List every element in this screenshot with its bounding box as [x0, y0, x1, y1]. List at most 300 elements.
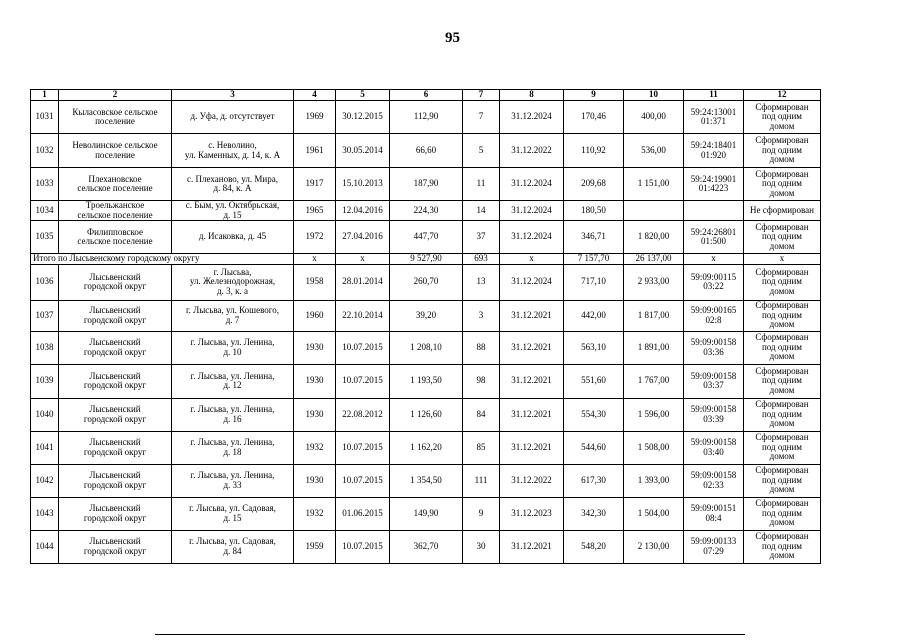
- cell-number-text: 1044: [35, 540, 54, 551]
- cell-area-text: 260,70: [413, 276, 439, 287]
- cell-cadastre: [684, 201, 744, 221]
- cell-area-text: 39,20: [415, 309, 437, 320]
- cell-number-text: 1035: [35, 231, 54, 242]
- cell-municipality-text: Филипповское сельское поселение: [77, 226, 153, 246]
- cell-municipality: [59, 431, 172, 464]
- cell-municipality-text: Лысьвенский городской округ: [83, 536, 147, 556]
- cell-residents: [463, 134, 500, 168]
- cell-cadastre: [684, 364, 744, 398]
- total-cell: [744, 254, 821, 265]
- cell-area: [390, 331, 463, 364]
- cell-number-text: 1038: [35, 341, 54, 352]
- cell-deadline-text: 31.12.2024: [511, 276, 552, 287]
- header-row: [31, 90, 821, 101]
- cell-cadastre: [684, 221, 744, 254]
- cell-number: [31, 201, 59, 221]
- cell-area-resettled-text: 563,10: [581, 341, 606, 352]
- cell-number-text: 1036: [35, 276, 54, 287]
- cell-area-resettled: [564, 300, 624, 331]
- total-cell-text: x: [711, 253, 716, 263]
- cell-address: [172, 497, 294, 530]
- cell-residents: [463, 168, 500, 201]
- cell-deadline-text: 31.12.2021: [511, 341, 552, 352]
- cell-deadline: [500, 221, 564, 254]
- cell-year-text: 1965: [305, 204, 324, 215]
- cell-date-recognized-text: 01.06.2015: [342, 507, 383, 518]
- cell-cost: [624, 300, 684, 331]
- cell-year-text: 1959: [305, 540, 324, 551]
- cell-deadline: [500, 364, 564, 398]
- cell-area: [390, 168, 463, 201]
- cell-address-text: г. Лысьва, ул. Ленина, д. 16: [190, 404, 275, 424]
- column-header: [564, 90, 624, 101]
- cell-municipality: [59, 221, 172, 254]
- total-cell-text: 9 527,90: [410, 253, 442, 263]
- cell-number: [31, 364, 59, 398]
- cell-date-recognized: [336, 331, 390, 364]
- cell-address: [172, 221, 294, 254]
- cell-year-text: 1932: [305, 507, 324, 518]
- cell-address: [172, 101, 294, 134]
- cell-area-text: 362,70: [413, 540, 439, 551]
- cell-number-text: 1041: [35, 441, 54, 452]
- cell-municipality: [59, 331, 172, 364]
- cell-residents-text: 88: [476, 341, 486, 352]
- column-header: [390, 90, 463, 101]
- cell-number: [31, 221, 59, 254]
- cell-address: [172, 134, 294, 168]
- cell-cost-text: 1 767,00: [637, 375, 670, 386]
- bottom-rule: [155, 634, 745, 635]
- total-cell-text: x: [529, 253, 534, 263]
- cell-year-text: 1930: [305, 408, 324, 419]
- cell-cadastre-text: 59:09:00115 03:22: [690, 271, 737, 291]
- total-cell-text: x: [312, 253, 317, 263]
- cell-deadline-text: 31.12.2022: [511, 474, 552, 485]
- column-header-text: 12: [777, 89, 787, 100]
- cell-number-text: 1039: [35, 375, 54, 386]
- cell-municipality: [59, 398, 172, 431]
- cell-number-text: 1034: [35, 204, 54, 215]
- cell-area-text: 149,90: [413, 507, 439, 518]
- cell-deadline: [500, 497, 564, 530]
- cell-cost: [624, 168, 684, 201]
- cell-area: [390, 530, 463, 563]
- cell-status-text: Сформирован под одним домом: [755, 332, 809, 362]
- column-header-text: 6: [423, 89, 429, 100]
- cell-cost-text: 1 508,00: [637, 441, 670, 452]
- cell-cost-text: 1 504,00: [637, 507, 670, 518]
- cell-area-resettled-text: 551,60: [581, 375, 606, 386]
- cell-residents-text: 85: [476, 441, 486, 452]
- cell-area-resettled: [564, 530, 624, 563]
- cell-area-resettled-text: 617,30: [581, 474, 606, 485]
- total-cell: [390, 254, 463, 265]
- column-header-text: 11: [709, 89, 718, 100]
- cell-date-recognized-text: 22.08.2012: [342, 408, 383, 419]
- cell-address: [172, 168, 294, 201]
- cell-address: [172, 264, 294, 300]
- cell-status: [744, 331, 821, 364]
- cell-number: [31, 300, 59, 331]
- cell-cadastre: [684, 530, 744, 563]
- cell-status: [744, 398, 821, 431]
- cell-date-recognized-text: 30.05.2014: [342, 144, 383, 155]
- cell-municipality: [59, 134, 172, 168]
- cell-area-resettled: [564, 398, 624, 431]
- cell-municipality-text: Лысьвенский городской округ: [83, 503, 147, 523]
- cell-cost-text: 1 393,00: [637, 474, 670, 485]
- column-header-text: 2: [112, 89, 118, 100]
- cell-status: [744, 364, 821, 398]
- cell-cost: [624, 264, 684, 300]
- cell-address-text: г. Лысьва, ул. Садовая, д. 84: [189, 536, 276, 556]
- cell-municipality: [59, 201, 172, 221]
- table-row: [31, 497, 821, 530]
- cell-municipality: [59, 168, 172, 201]
- table-row: [31, 530, 821, 563]
- cell-area: [390, 264, 463, 300]
- cell-number: [31, 331, 59, 364]
- cell-year-text: 1961: [305, 144, 324, 155]
- cell-address-text: г. Лысьва, ул. Ленина, д. 10: [190, 337, 275, 357]
- cell-status-text: Сформирован под одним домом: [755, 399, 809, 429]
- cell-number: [31, 530, 59, 563]
- cell-cadastre-text: 59:09:00151 08:4: [690, 503, 737, 523]
- cell-address: [172, 431, 294, 464]
- cell-cadastre-text: 59:09:00158 03:39: [690, 404, 737, 424]
- cell-deadline: [500, 530, 564, 563]
- cell-area-resettled-text: 110,92: [581, 144, 606, 155]
- cell-status: [744, 264, 821, 300]
- cell-year: [294, 134, 336, 168]
- cell-status: [744, 101, 821, 134]
- cell-deadline: [500, 300, 564, 331]
- cell-status: [744, 497, 821, 530]
- cell-address-text: г. Лысьва, ул. Кошевого, д. 7: [185, 305, 280, 325]
- cell-cadastre: [684, 464, 744, 497]
- cell-number-text: 1042: [35, 474, 54, 485]
- cell-cadastre: [684, 331, 744, 364]
- cell-municipality: [59, 364, 172, 398]
- cell-area-resettled-text: 346,71: [581, 231, 606, 242]
- cell-year: [294, 221, 336, 254]
- cell-residents-text: 5: [478, 144, 484, 155]
- cell-status-text: Сформирован под одним домом: [755, 465, 809, 495]
- cell-year-text: 1930: [305, 474, 324, 485]
- cell-municipality: [59, 530, 172, 563]
- cell-year-text: 1958: [305, 276, 324, 287]
- cell-municipality-text: Лысьвенский городской округ: [83, 470, 147, 490]
- cell-number: [31, 464, 59, 497]
- cell-deadline-text: 31.12.2023: [511, 507, 552, 518]
- cell-deadline-text: 31.12.2024: [511, 231, 552, 242]
- cell-deadline: [500, 464, 564, 497]
- cell-date-recognized-text: 27.04.2016: [342, 231, 383, 242]
- cell-cadastre: [684, 264, 744, 300]
- cell-deadline-text: 31.12.2021: [511, 375, 552, 386]
- cell-cadastre-text: 59:09:00158 03:40: [690, 437, 737, 457]
- cell-year-text: 1960: [305, 309, 324, 320]
- cell-cadastre: [684, 497, 744, 530]
- cell-address: [172, 364, 294, 398]
- cell-year: [294, 364, 336, 398]
- column-header: [684, 90, 744, 101]
- column-header: [31, 90, 59, 101]
- total-cell-text: 7 157,70: [577, 253, 610, 263]
- cell-area-resettled-text: 544,60: [581, 441, 606, 452]
- cell-year-text: 1917: [305, 178, 324, 189]
- cell-date-recognized: [336, 497, 390, 530]
- cell-year: [294, 101, 336, 134]
- cell-residents-text: 9: [478, 507, 484, 518]
- cell-cost: [624, 331, 684, 364]
- cell-address: [172, 464, 294, 497]
- column-header-text: 7: [478, 89, 484, 100]
- cell-date-recognized: [336, 134, 390, 168]
- cell-area-resettled: [564, 431, 624, 464]
- cell-area-resettled-text: 180,50: [581, 204, 606, 215]
- cell-residents: [463, 497, 500, 530]
- cell-area-text: 1 126,60: [410, 408, 442, 419]
- cell-cadastre-text: 59:09:00158 03:36: [690, 337, 737, 357]
- table-row: [31, 398, 821, 431]
- cell-residents-text: 84: [476, 408, 486, 419]
- cell-address-text: с. Бым, ул. Октябрьская, д. 15: [185, 200, 280, 220]
- cell-municipality: [59, 264, 172, 300]
- cell-status: [744, 221, 821, 254]
- cell-date-recognized-text: 30.12.2015: [342, 111, 383, 122]
- cell-residents: [463, 264, 500, 300]
- column-header: [59, 90, 172, 101]
- cell-address-text: д. Уфа, д. отсутствует: [190, 111, 275, 122]
- cell-cost-text: 2 130,00: [637, 540, 670, 551]
- cell-date-recognized-text: 10.07.2015: [342, 474, 383, 485]
- cell-residents-text: 37: [476, 231, 486, 242]
- cell-cadastre-text: 59:24:18401 01:920: [690, 140, 737, 160]
- cell-status-text: Сформирован под одним домом: [755, 531, 809, 561]
- cell-date-recognized: [336, 364, 390, 398]
- cell-area-text: 187,90: [413, 178, 439, 189]
- column-header-text: 9: [591, 89, 596, 100]
- cell-cost-text: 1 820,00: [637, 231, 670, 242]
- cell-address-text: д. Исаковка, д. 45: [198, 231, 267, 242]
- column-header: [500, 90, 564, 101]
- cell-cost: [624, 464, 684, 497]
- cell-date-recognized: [336, 300, 390, 331]
- total-cell-text: 26 137,00: [635, 253, 672, 263]
- cell-cost: [624, 431, 684, 464]
- cell-deadline: [500, 201, 564, 221]
- total-cell-text: x: [360, 253, 365, 263]
- cell-date-recognized-text: 12.04.2016: [342, 204, 383, 215]
- total-cell: [463, 254, 500, 265]
- cell-area-text: 1 208,10: [410, 341, 442, 352]
- total-cell: [624, 254, 684, 265]
- cell-area-resettled: [564, 497, 624, 530]
- cell-number: [31, 101, 59, 134]
- cell-municipality-text: Неволинское сельское поселение: [72, 140, 158, 160]
- cell-number-text: 1037: [35, 309, 54, 320]
- cell-number: [31, 264, 59, 300]
- cell-address-text: г. Лысьва, ул. Ленина, д. 33: [190, 470, 275, 490]
- cell-residents-text: 13: [476, 276, 486, 287]
- cell-deadline-text: 31.12.2024: [511, 204, 552, 215]
- cell-address: [172, 530, 294, 563]
- cell-area-resettled: [564, 331, 624, 364]
- cell-year: [294, 398, 336, 431]
- cell-cadastre: [684, 398, 744, 431]
- table-row: [31, 464, 821, 497]
- cell-municipality-text: Лысьвенский городской округ: [83, 404, 147, 424]
- cell-deadline-text: 31.12.2022: [511, 144, 552, 155]
- cell-area-text: 1 162,20: [410, 441, 442, 452]
- cell-residents-text: 14: [476, 204, 486, 215]
- column-header-text: 5: [360, 89, 365, 100]
- cell-year: [294, 201, 336, 221]
- cell-area-resettled: [564, 201, 624, 221]
- cell-cost: [624, 201, 684, 221]
- cell-residents: [463, 431, 500, 464]
- cell-date-recognized: [336, 221, 390, 254]
- cell-residents: [463, 101, 500, 134]
- total-cell: [294, 254, 336, 265]
- cell-status: [744, 431, 821, 464]
- cell-municipality-text: Лысьвенский городской округ: [83, 271, 147, 291]
- cell-municipality: [59, 300, 172, 331]
- cell-deadline-text: 31.12.2021: [511, 309, 552, 320]
- table-row: [31, 264, 821, 300]
- cell-cost: [624, 364, 684, 398]
- cell-address-text: с. Плеханово, ул. Мира, д. 84, к. А: [187, 173, 278, 193]
- cell-year-text: 1972: [305, 231, 324, 242]
- cell-municipality-text: Троельжанское сельское поселение: [77, 200, 153, 220]
- cell-deadline: [500, 331, 564, 364]
- cell-cadastre: [684, 300, 744, 331]
- cell-area-text: 1 354,50: [410, 474, 442, 485]
- cell-residents: [463, 398, 500, 431]
- cell-area-text: 1 193,50: [410, 375, 442, 386]
- column-header: [744, 90, 821, 101]
- cell-area: [390, 497, 463, 530]
- cell-address-text: г. Лысьва, ул. Садовая, д. 15: [189, 503, 276, 523]
- cell-residents: [463, 300, 500, 331]
- cell-date-recognized-text: 28.01.2014: [342, 276, 383, 287]
- column-header-text: 10: [649, 89, 658, 100]
- cell-address: [172, 331, 294, 364]
- cell-residents: [463, 464, 500, 497]
- cell-date-recognized-text: 10.07.2015: [342, 540, 383, 551]
- cell-municipality: [59, 464, 172, 497]
- cell-cost: [624, 530, 684, 563]
- cell-area-resettled-text: 717,10: [581, 276, 606, 287]
- cell-area-resettled: [564, 364, 624, 398]
- cell-cost: [624, 398, 684, 431]
- cell-deadline: [500, 101, 564, 134]
- cell-status-text: Сформирован под одним домом: [755, 221, 809, 251]
- cell-cadastre-text: 59:24:26801 01:500: [690, 226, 737, 246]
- cell-residents: [463, 530, 500, 563]
- cell-municipality-text: Кыласовское сельское поселение: [72, 106, 158, 126]
- cell-area-resettled: [564, 464, 624, 497]
- cell-deadline-text: 31.12.2024: [511, 111, 552, 122]
- cell-area-text: 447,70: [413, 231, 439, 242]
- cell-municipality-text: Лысьвенский городской округ: [83, 370, 147, 390]
- cell-year: [294, 530, 336, 563]
- column-header: [624, 90, 684, 101]
- cell-area-resettled-text: 170,46: [581, 111, 606, 122]
- cell-area: [390, 431, 463, 464]
- cell-area-text: 224,30: [413, 204, 439, 215]
- cell-address: [172, 300, 294, 331]
- cell-address: [172, 201, 294, 221]
- cell-area-resettled: [564, 221, 624, 254]
- cell-status-text: Сформирован под одним домом: [755, 300, 809, 330]
- cell-municipality-text: Плехановское сельское поселение: [77, 173, 153, 193]
- total-cell: [564, 254, 624, 265]
- cell-area-resettled: [564, 134, 624, 168]
- cell-status-text: Сформирован под одним домом: [755, 168, 809, 198]
- cell-area-resettled: [564, 101, 624, 134]
- cell-year-text: 1932: [305, 441, 324, 452]
- cell-area-resettled-text: 554,30: [581, 408, 606, 419]
- cell-cadastre: [684, 168, 744, 201]
- table-row: [31, 101, 821, 134]
- column-header-text: 1: [42, 89, 47, 100]
- table-row: [31, 168, 821, 201]
- cell-status: [744, 300, 821, 331]
- cell-year: [294, 168, 336, 201]
- cell-cadastre-text: 59:09:00133 07:29: [690, 536, 737, 556]
- cell-cadastre-text: 59:09:00158 02:33: [690, 470, 737, 490]
- cell-year: [294, 431, 336, 464]
- cell-cost-text: 1 817,00: [637, 309, 670, 320]
- cell-address: [172, 398, 294, 431]
- total-label-text: Итого по Лысьвенскому городскому округу: [33, 253, 200, 263]
- cell-date-recognized: [336, 398, 390, 431]
- cell-status-text: Сформирован под одним домом: [755, 432, 809, 462]
- cell-number-text: 1031: [35, 111, 54, 122]
- total-cell-text: 693: [474, 253, 488, 263]
- cell-area-resettled-text: 209,68: [581, 178, 606, 189]
- cell-cost-text: 2 933,00: [637, 276, 670, 287]
- cell-date-recognized: [336, 201, 390, 221]
- cell-deadline: [500, 264, 564, 300]
- cell-status: [744, 168, 821, 201]
- cell-date-recognized: [336, 464, 390, 497]
- cell-cost: [624, 221, 684, 254]
- table-row: [31, 134, 821, 168]
- cell-municipality-text: Лысьвенский городской округ: [83, 337, 147, 357]
- column-header: [172, 90, 294, 101]
- cell-date-recognized-text: 10.07.2015: [342, 441, 383, 452]
- cell-status-text: Не сформирован: [750, 204, 814, 215]
- cell-status-text: Сформирован под одним домом: [755, 365, 809, 395]
- cell-number: [31, 168, 59, 201]
- cell-residents: [463, 201, 500, 221]
- cell-residents-text: 3: [478, 309, 484, 320]
- cell-date-recognized-text: 22.10.2014: [342, 309, 383, 320]
- total-cell: [684, 254, 744, 265]
- cell-area: [390, 221, 463, 254]
- column-header-text: 3: [230, 89, 235, 100]
- cell-municipality-text: Лысьвенский городской округ: [83, 437, 147, 457]
- cell-residents-text: 30: [476, 540, 486, 551]
- cell-area: [390, 300, 463, 331]
- cell-date-recognized: [336, 101, 390, 134]
- cell-status-text: Сформирован под одним домом: [755, 266, 809, 296]
- cell-address-text: г. Лысьва, ул. Железнодорожная, д. 3, к. а: [189, 266, 276, 296]
